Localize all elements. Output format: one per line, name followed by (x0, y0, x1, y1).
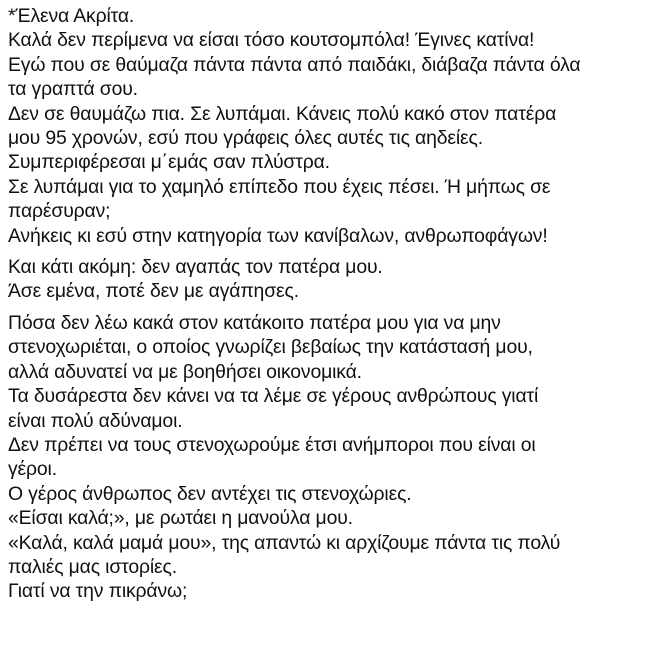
paragraph-2 (8, 255, 644, 304)
text-line: γέροι. (8, 458, 57, 481)
text-line: παρέσυραν; (8, 200, 111, 223)
text-line: Δεν πρέπει να τους στενοχωρούμε έτσι ανήμποροι που είναι οι (8, 433, 536, 456)
text-line: «Καλά, καλά μαμά μου», της απαντώ κι αρχίζουμε πάντα τις πολύ (8, 531, 561, 554)
paragraph-3 (8, 311, 644, 604)
text-line: Σε λυπάμαι για το χαμηλό επίπεδο που έχεις πέσει. Ή μήπως σε (8, 175, 551, 198)
text-line: Και κάτι ακόμη: δεν αγαπάς τον πατέρα μου. (8, 256, 383, 279)
text-line: Ο γέρος άνθρωπος δεν αντέχει τις στενοχώριες. (8, 482, 412, 505)
text-line: Γιατί να την πικράνω; (8, 580, 188, 603)
text-line: Ανήκεις κι εσύ στην κατηγορία των κανίβαλων, ανθρωποφάγων! (8, 224, 548, 247)
text-line: Πόσα δεν λέω κακά στον κατάκοιτο πατέρα μου για να μην (8, 311, 501, 334)
text-line: Καλά δεν περίμενα να είσαι τόσο κουτσομπόλα! Έγινες κατίνα! (8, 29, 535, 52)
paragraph-1 (8, 4, 644, 248)
post-text (8, 4, 644, 604)
text-line: τα γραπτά σου. (8, 78, 138, 101)
text-line: Συμπεριφέρεσαι μ΄εμάς σαν πλύστρα. (8, 151, 330, 174)
text-line: Δεν σε θαυμάζω πια. Σε λυπάμαι. Κάνεις πολύ κακό στον πατέρα (8, 102, 557, 125)
text-line: «Είσαι καλά;», με ρωτάει η μανούλα μου. (8, 507, 353, 530)
text-line: στενοχωριέται, ο οποίος γνωρίζει βεβαίως την κατάστασή μου, (8, 336, 533, 359)
text-line: είναι πολύ αδύναμοι. (8, 409, 183, 432)
text-line: παλιές μας ιστορίες. (8, 555, 177, 578)
text-line: Τα δυσάρεστα δεν κάνει να τα λέμε σε γέρους ανθρώπους γιατί (8, 385, 539, 408)
text-line: *Έλενα Ακρίτα. (8, 5, 135, 27)
text-line: αλλά αδυνατεί να με βοηθήσει οικονομικά. (8, 360, 362, 383)
text-line: Εγώ που σε θαύμαζα πάντα πάντα από παιδάκι, διάβαζα πάντα όλα (8, 53, 581, 76)
text-line: Άσε εμένα, ποτέ δεν με αγάπησες. (8, 280, 299, 303)
text-line: μου 95 χρονών, εσύ που γράφεις όλες αυτές τις αηδείες. (8, 127, 483, 150)
